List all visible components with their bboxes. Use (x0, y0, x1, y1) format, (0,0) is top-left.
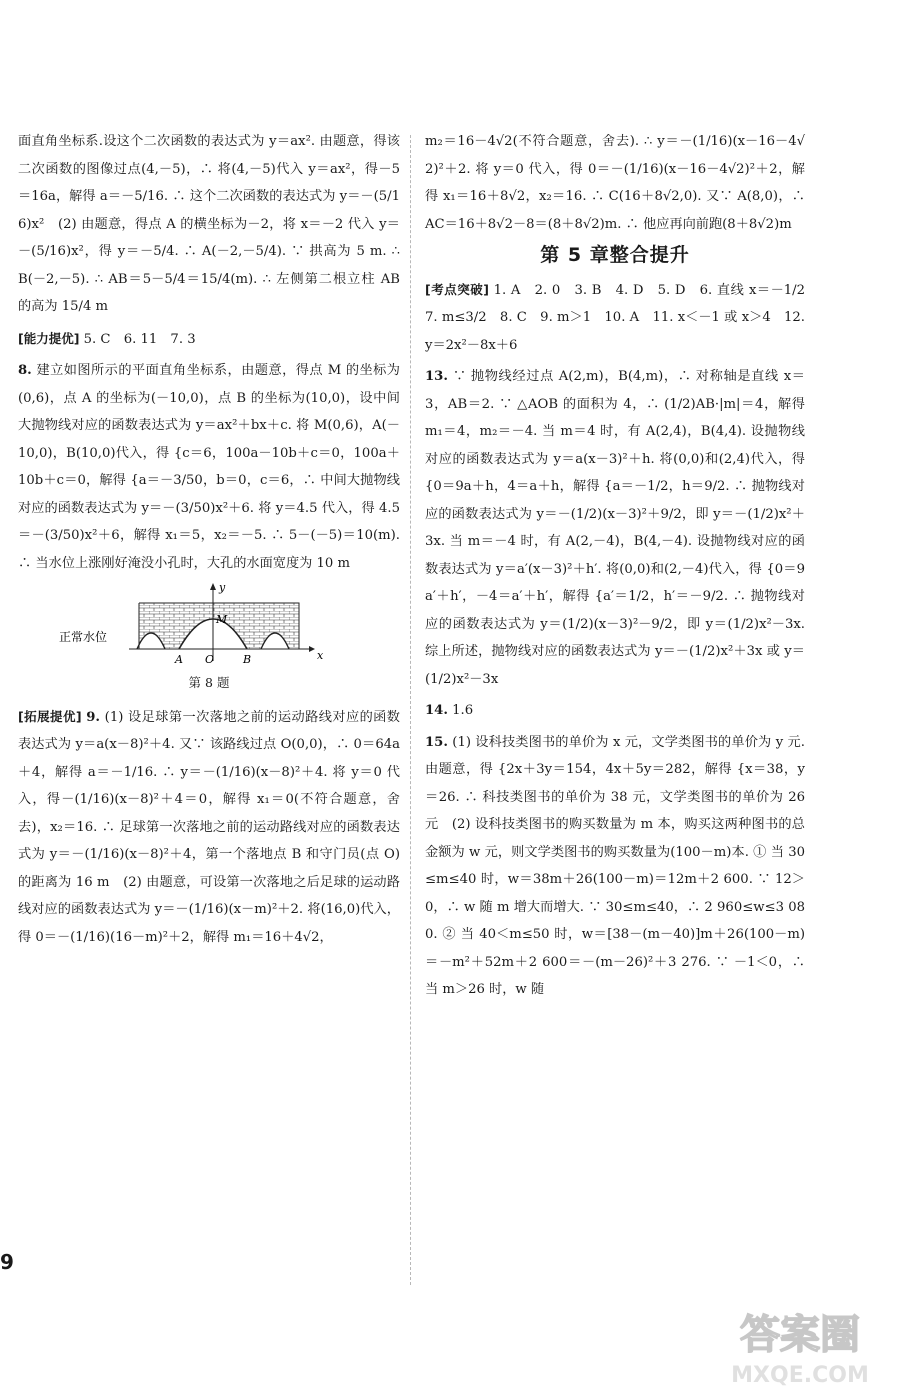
key-points-tag: [考点突破] (425, 281, 489, 297)
q8-number: 8. (18, 363, 32, 378)
ability-answers: 5. C 6. 11 7. 3 (83, 331, 196, 347)
extend-tag: [拓展提优] (18, 708, 82, 724)
ability-section (18, 325, 400, 354)
right-column (425, 128, 819, 1008)
fig-label-m: M (216, 613, 228, 626)
question-9 (18, 703, 400, 952)
question-15 (425, 729, 805, 1004)
fig-label-b: B (243, 653, 252, 666)
watermark-text: 答案圈 (740, 1312, 860, 1358)
q15-text: (1) 设科技类图书的单价为 x 元，文学类图书的单价为 y 元. 由题意，得 {2x＋3y＝154，4x＋5y＝282，解得 {x＝38，y＝26. ∴ 科技类图书的单价为 38 元，文学类图书的单价为 26 元 (2) 设科技类图书的购买数量为 m 本，购买这两种图书的总金额为 w 元，则文学类图书的购买数量为(100－m)本. ① 当 30≤m≤40 时，w＝38m＋26(100－m)＝12m＋2 600. ∵ 12＞0，∴ w 随 m 增大而增大. ∵ 30≤m≤40，∴ 2 960≤w≤3 080. ② 当 40＜m≤50 时，w＝[38－(m－40)]m＋26(100－m)＝－m²＋52m＋2 600＝－(m－26)²＋3 276. ∵ －1＜0，∴ 当 m＞26 时，w 随 (425, 734, 805, 997)
bridge-diagram (59, 581, 359, 667)
q15-number: 15. (425, 734, 448, 750)
fig-label-x: x (317, 649, 324, 662)
fig-label-y: y (219, 581, 226, 594)
left-column (18, 128, 400, 955)
left-paragraph-continuation: 面直角坐标系.设这个二次函数的表达式为 y＝ax². 由题意，得该二次函数的图像过点(4,－5)，∴ 将(4,－5)代入 y＝ax²，得－5＝16a，解得 a＝－5/16. ∴ 这个二次函数的表达式为 y＝－(5/16)x² (2) 由题意，得点 A 的横坐标为－2，将 x＝－2 代入 y＝－(5/16)x²，得 y＝－5/4. ∴ A(－2,－5/4). ∵ 拱高为 5 m. ∴ B(－2,－5). ∴ AB＝5－5/4＝15/4(m). ∴ 左侧第二根立柱 AB 的高为 15/4 m (18, 134, 400, 314)
q8-text: 建立如图所示的平面直角坐标系，由题意，得点 M 的坐标为(0,6)，点 A 的坐标为(－10,0)，点 B 的坐标为(10,0)，设中间大抛物线对应的函数表达式为 y＝ax²＋bx＋c. 将 M(0,6)，A(－10,0)，B(10,0)代入，得 {c＝6，100a－10b＋c＝0，100a＋10b＋c＝0，解得 {a＝－3/50，b＝0，c＝6，∴ 中间大抛物线对应的函数表达式为 y＝－(3/50)x²＋6. 将 y＝4.5 代入，得 4.5＝－(3/50)x²＋6，解得 x₁＝5，x₂＝－5. ∴ 5－(－5)＝10(m). ∴ 当水位上涨刚好淹没小孔时，大孔的水面宽度为 10 m (18, 363, 400, 571)
q14-text: 1.6 (452, 703, 474, 718)
bridge-masonry (139, 603, 299, 649)
fig-label-o: O (205, 653, 215, 666)
x-axis-arrow (309, 646, 315, 652)
page-number: 9 (0, 1250, 14, 1274)
column-divider (410, 135, 411, 1285)
chapter-title: 第 5 章整合提升 (540, 244, 690, 266)
key-points-answers: 1. A 2. 0 3. B 4. D 5. D 6. 直线 x＝－1/2 7. m≤3/2 8. C 9. m＞1 10. A 11. x＜－1 或 x＞4 12. y＝2x²－8x＋6 (425, 282, 819, 353)
watermark-url: MXQE.COM (731, 1363, 869, 1388)
question-13 (425, 363, 805, 693)
watermark-logo (700, 1300, 900, 1390)
y-axis-arrow (210, 583, 216, 590)
question-8 (18, 357, 400, 577)
question-14 (425, 697, 805, 725)
ability-tag: [能力提优] (18, 330, 80, 346)
q13-number: 13. (425, 369, 448, 384)
q9-number: 9. (86, 709, 101, 725)
figure-8-caption: 第 8 题 (188, 675, 230, 690)
right-paragraph-continuation: m₂＝16－4√2(不符合题意，舍去). ∴ y＝－(1/16)(x－16－4√2)²＋2. 将 y＝0 代入，得 0＝－(1/16)(x－16－4√2)²＋2，解得 x₁＝16＋8√2，x₂＝16. ∴ C(16＋8√2,0). 又∵ A(8,0)，∴ AC＝16＋8√2－8＝(8＋8√2)m. ∴ 他应再向前跑(8＋8√2)m (425, 134, 805, 232)
key-points-section (425, 276, 819, 360)
fig-label-a: A (175, 653, 183, 666)
q9-text: (1) 设足球第一次落地之前的运动路线对应的函数表达式为 y＝a(x－8)²＋4. 又∵ 该路线过点 O(0,0)，∴ 0＝64a＋4，解得 a＝－1/16. ∴ y＝－(1/16)(x－8)²＋4. 将 y＝0 代入，得－(1/16)(x－8)²＋4＝0，解得 x₁＝0(不符合题意，舍去)，x₂＝16. ∴ 足球第一次落地之前的运动路线对应的函数表达式为 y＝－(1/16)(x－8)²＋4，第一个落地点 B 和守门员(点 O)的距离为 16 m (2) 由题意，可设第一次落地之后足球的运动路线对应的函数表达式为 y＝－(1/16)(x－m)²＋2. 将(16,0)代入，得 0＝－(1/16)(16－m)²＋2，解得 m₁＝16＋4√2， (18, 709, 400, 945)
water-level-label: 正常水位 (59, 630, 108, 644)
q14-number: 14. (425, 703, 448, 718)
figure-8 (18, 581, 400, 667)
q13-text: ∵ 抛物线经过点 A(2,m)，B(4,m)，∴ 对称轴是直线 x＝3，AB＝2. ∵ △AOB 的面积为 4，∴ (1/2)AB·|m|＝4，解得 m₁＝4，m₂＝－4. 当 m＝4 时，有 A(2,4)，B(4,4). 设抛物线对应的函数表达式为 y＝a(x－3)²＋h. 将(0,0)和(2,4)代入，得 {0＝9a＋h，4＝a＋h，解得 {a＝－1/2，h＝9/2. ∴ 抛物线对应的函数表达式为 y＝－(1/2)(x－3)²＋9/2，即 y＝－(1/2)x²＋3x. 当 m＝－4 时，有 A(2,－4)，B(4,－4). 设抛物线对应的函数表达式为 y＝a′(x－3)²＋h′. 将(0,0)和(2,－4)代入，得 {0＝9a′＋h′，－4＝a′＋h′，解得 {a′＝1/2，h′＝－9/2. ∴ 抛物线对应的函数表达式为 y＝(1/2)(x－3)²－9/2，即 y＝(1/2)x²－3x. 综上所述，抛物线对应的函数表达式为 y＝－(1/2)x²＋3x 或 y＝(1/2)x²－3x (425, 369, 805, 687)
